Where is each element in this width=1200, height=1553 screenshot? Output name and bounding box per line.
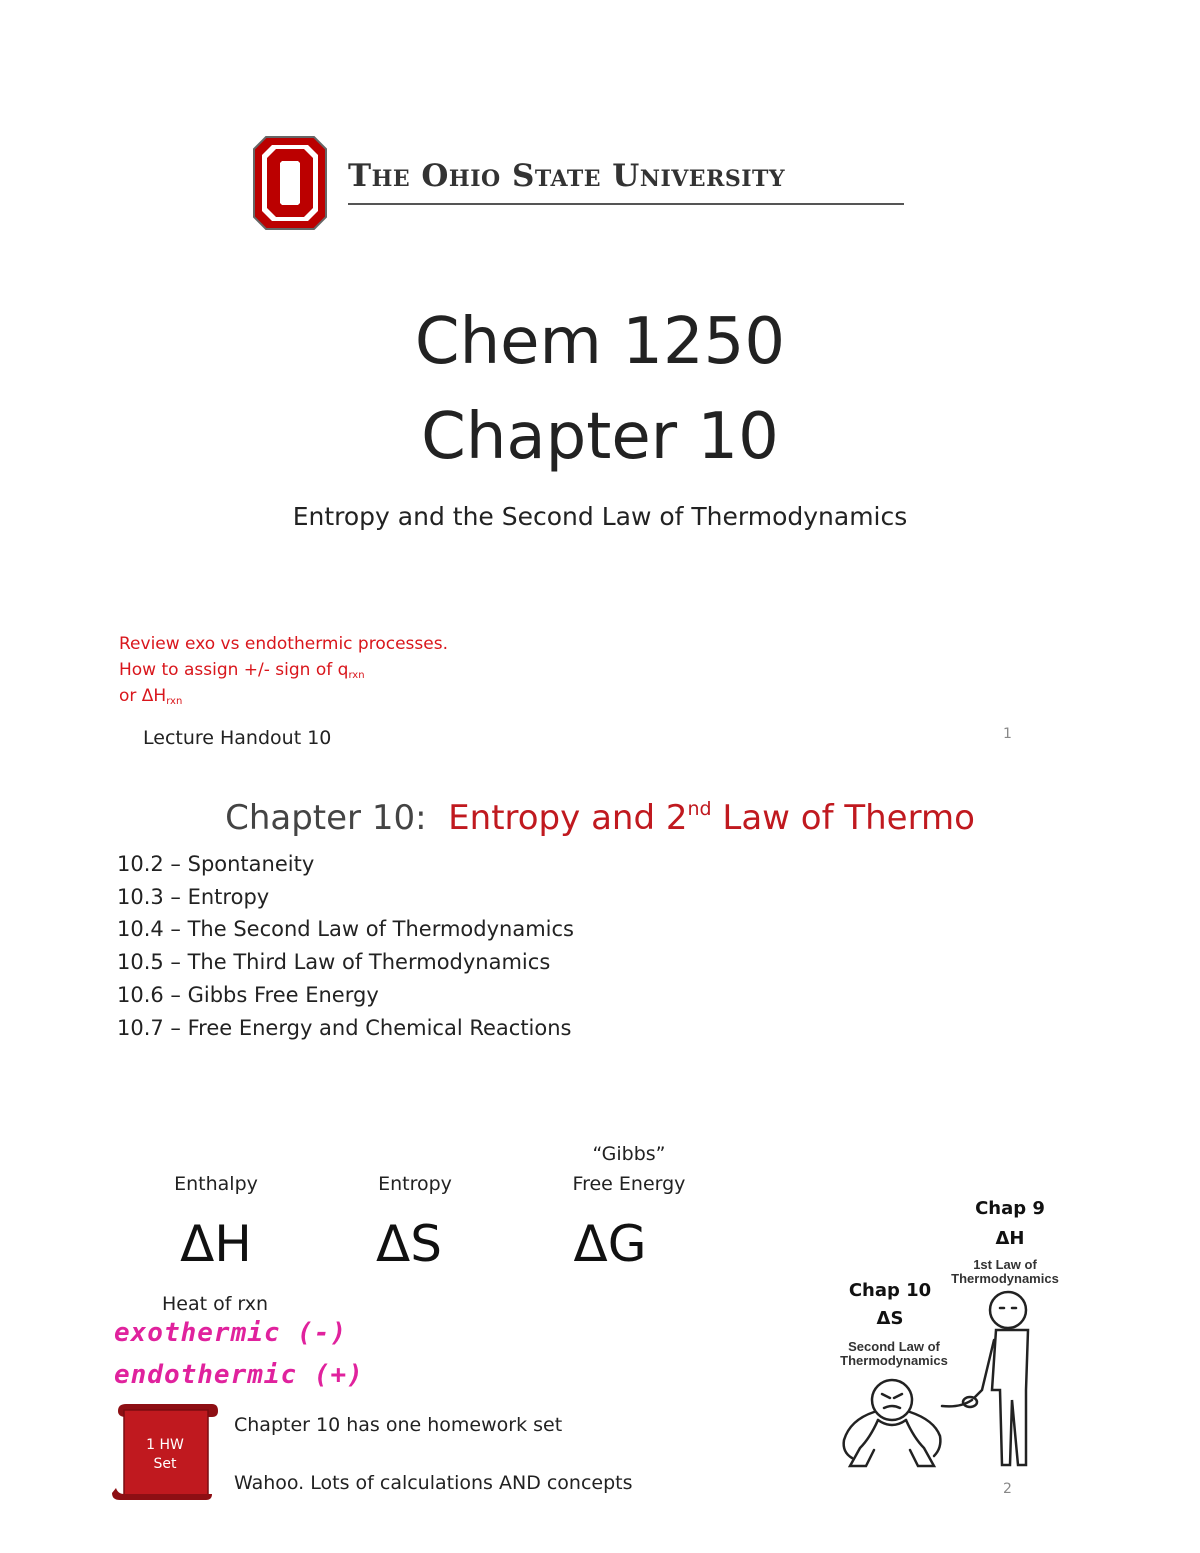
slide-title: Chapter 10: Entropy and 2nd Law of Thermo: [225, 798, 975, 838]
heat-of-rxn-label: Heat of rxn: [161, 1293, 269, 1315]
first-law-label: 1st Law of Thermodynamics: [951, 1257, 1059, 1286]
section-item: 10.6 – Gibbs Free Energy: [117, 983, 379, 1007]
review-note-line3: or $\Delta H_{rxn}$: [119, 686, 183, 707]
delta-s-symbol: ΔS: [376, 1215, 442, 1273]
chap10-delta-s: ΔS: [876, 1308, 904, 1329]
homework-text-line1: Chapter 10 has one homework set: [234, 1414, 563, 1436]
chap9-delta-h: ΔH: [995, 1228, 1025, 1249]
homework-text-line2: Wahoo. Lots of calculations AND concepts: [234, 1472, 633, 1494]
section-item: 10.2 – Spontaneity: [117, 852, 315, 876]
lecture-handout-footer: Lecture Handout 10: [143, 727, 332, 749]
gibbs-label-line1: “Gibbs”: [592, 1143, 666, 1165]
chap9-label: Chap 9: [975, 1198, 1045, 1219]
osu-block-o-logo: [252, 135, 328, 231]
wordmark-underline: [348, 203, 904, 205]
handwritten-endothermic: endothermic (+): [114, 1360, 364, 1390]
enthalpy-label: Enthalpy: [174, 1173, 258, 1195]
section-item: 10.7 – Free Energy and Chemical Reactions: [117, 1016, 572, 1040]
page-number: 2: [1003, 1481, 1012, 1497]
section-item: 10.4 – The Second Law of Thermodynamics: [117, 917, 574, 941]
handwritten-exothermic: exothermic (-): [114, 1318, 348, 1348]
chap10-label: Chap 10: [848, 1280, 932, 1301]
thermodynamics-cartoon-illustration: [830, 1280, 1060, 1480]
delta-g-symbol: ΔG: [573, 1215, 647, 1273]
second-law-label: Second Law of Thermodynamics: [840, 1339, 948, 1368]
entropy-label: Entropy: [378, 1173, 452, 1195]
course-title: Chem 1250: [414, 305, 786, 379]
page-number: 1: [1003, 726, 1012, 742]
homework-scroll-label: 1 HW Set: [146, 1437, 184, 1472]
delta-h-symbol: ΔH: [180, 1215, 252, 1273]
section-item: 10.5 – The Third Law of Thermodynamics: [117, 950, 551, 974]
chapter-title: Chapter 10: [421, 400, 779, 474]
gibbs-label-line2: Free Energy: [572, 1173, 686, 1195]
review-note-line1: Review exo vs endothermic processes.: [119, 634, 448, 654]
section-item: 10.3 – Entropy: [117, 885, 270, 909]
chapter-subtitle: Entropy and the Second Law of Thermodynamics: [292, 502, 908, 531]
university-name: The Ohio State University: [348, 158, 786, 194]
review-note-line2: How to assign +/- sign of $q_{rxn}$: [119, 660, 365, 681]
